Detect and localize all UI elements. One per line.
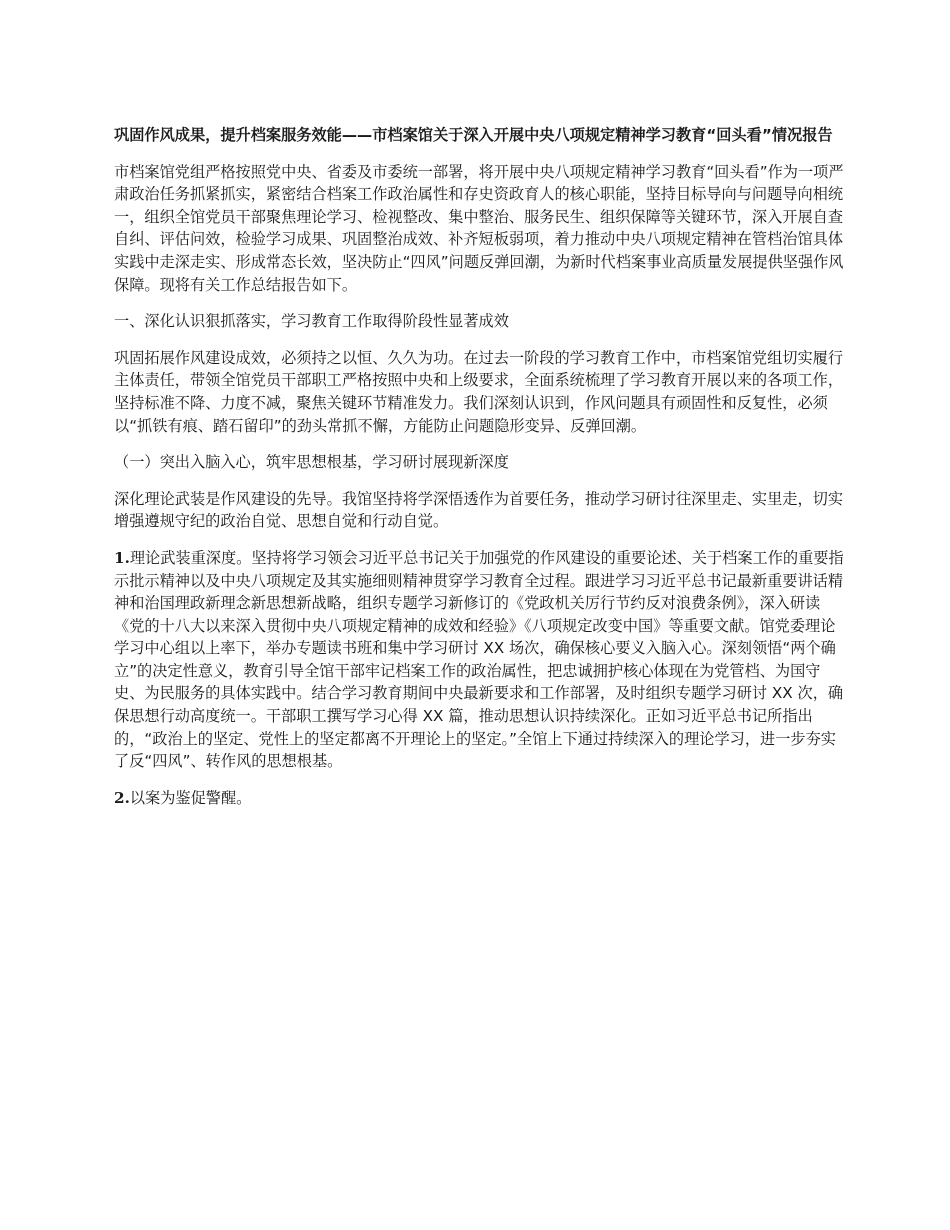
section-1-heading: 一、深化认识狠抓落实，学习教育工作取得阶段性显著成效 (114, 312, 509, 331)
item-1-paragraph (114, 547, 846, 773)
item-1-text: 理论武装重深度。坚持将学习领会习近平总书记关于加强党的作风建设的重要论述、关于档案工作的重要指示批示精神以及中央八项规定及其实施细则精神贯穿学习教育全过程。跟进学习习近平总书记最新重要讲话精神和治国理政新理念新思想新战略，组织专题学习新修订的《党政机关厉行节约反对浪费条例》，深入研读《党的十八大以来深入贯彻中央八项规定精神的成效和经验》《八项规定改变中国》等重要文献。馆党委理论学习中心组以上率下，举办专题读书班和集中学习研讨 XX 场次，确保核心要义入脑入心。深刻领悟“两个确立”的决定性意义，教育引导全馆干部牢记档案工作的政治属性，把忠诚拥护核心体现在为党管档、为国守史、为民服务的具体实践中。结合学习教育期间中央最新要求和工作部署，及时组织专题学习研讨 XX 次，确保思想行动高度统一。干部职工撰写学习心得 XX 篇，推动思想认识持续深化。正如习近平总书记所指出的，“政治上的坚定、党性上的坚定都离不开理论上的坚定。”全馆上下通过持续深入的理论学习，进一步夯实了反“四风”、转作风的思想根基。 (114, 548, 844, 771)
subsection-1-paragraph: 深化理论武装是作风建设的先导。我馆坚持将学深悟透作为首要任务，推动学习研讨往深里走、实里走，切实增强遵规守纪的政治自觉、思想自觉和行动自觉。 (114, 489, 843, 531)
item-2-text: 以案为鉴促警醒。 (129, 788, 252, 807)
item-1-number: 1. (114, 548, 130, 567)
item-2-number: 2. (114, 788, 130, 807)
section-1-paragraph: 巩固拓展作风建设成效，必须持之以恒、久久为功。在过去一阶段的学习教育工作中，市档案馆党组切实履行主体责任，带领全馆党员干部职工严格按照中央和上级要求，全面系统梳理了学习教育开展以来的各项工作，坚持标准不降、力度不减，聚焦关键环节精准发力。我们深刻认识到，作风问题具有顽固性和反复性，必须以“抓铁有痕、踏石留印”的劲头常抓不懈，方能防止问题隐形变异、反弹回潮。 (114, 348, 843, 435)
item-2-paragraph (114, 787, 846, 810)
intro-paragraph: 市档案馆党组严格按照党中央、省委及市委统一部署，将开展中央八项规定精神学习教育“回头看”作为一项严肃政治任务抓紧抓实，紧密结合档案工作政治属性和存史资政育人的核心职能，坚持目标导向与问题导向相统一，组织全馆党员干部聚焦理论学习、检视整改、集中整治、服务民生、组织保障等关键环节，深入开展自查自纠、评估问效，检验学习成果、巩固整治成效、补齐短板弱项，着力推动中央八项规定精神在管档治馆具体实践中走深走实、形成常态长效，坚决防止“四风”问题反弹回潮，为新时代档案事业高质量发展提供坚强作风保障。现将有关工作总结报告如下。 (114, 162, 844, 294)
subsection-1-heading: （一）突出入脑入心，筑牢思想根基，学习研讨展现新深度 (114, 453, 509, 472)
document-title: 巩固作风成果，提升档案服务效能——市档案馆关于深入开展中央八项规定精神学习教育“回头看”情况报告 (114, 126, 833, 144)
document-page (114, 124, 846, 823)
